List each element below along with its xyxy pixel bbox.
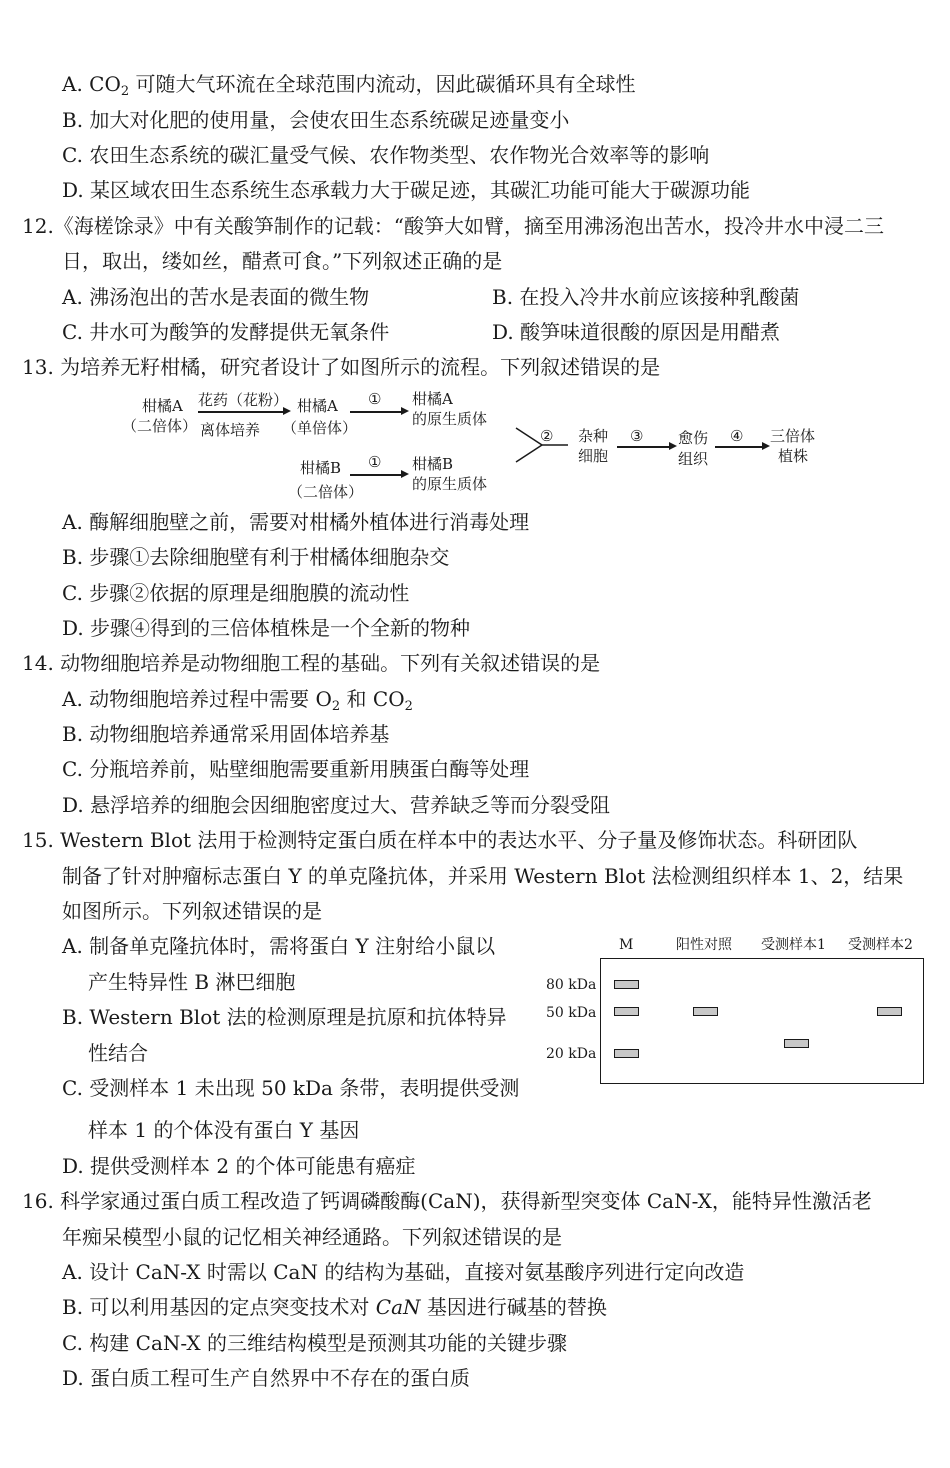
triploid-line1: 三倍体 [770,427,816,445]
q16-stem-line1: 16. 科学家通过蛋白质工程改造了钙调磷酸酶(CaN)，获得新型突变体 CaN-X，能特异性激活老 [22,1189,872,1213]
arrow-step4-head [762,442,770,450]
q12-option-c: C. 井水可为酸笋的发酵提供无氧条件 [62,320,390,344]
q16-option-b-text: B. 可以利用基因的定点突变技术对 [62,1295,376,1319]
q16-option-a: A. 设计 CaN-X 时需以 CaN 的结构为基础，直接对氨基酸序列进行定向改造 [62,1260,745,1284]
q16-option-d: D. 蛋白质工程可生产自然界中不存在的蛋白质 [62,1366,471,1390]
proto-b-line2: 的原生质体 [412,475,488,493]
q13-stem: 13. 为培养无籽柑橘，研究者设计了如图所示的流程。下列叙述错误的是 [22,355,661,379]
q15-option-a-line1: A. 制备单克隆抗体时，需将蛋白 Y 注射给小鼠以 [62,934,496,958]
band-sample-1 [784,1039,809,1048]
q11-option-b: B. 加大对化肥的使用量，会使农田生态系统碳足迹量变小 [62,108,570,132]
q15-option-c-line2: 样本 1 的个体没有蛋白 Y 基因 [88,1118,360,1142]
lane-label-positive-control: 阳性对照 [676,937,732,953]
marker-label-80: 80 kDa [546,977,597,993]
q14-option-a-sub1: 2 [331,699,341,714]
citrus-a-haploid-label: 柑橘A [297,397,338,415]
band-positive-control [693,1007,718,1016]
q15-stem-line1: 15. Western Blot 法用于检测特定蛋白质在样本中的表达水平、分子量及修饰状态。科研团队 [22,828,858,852]
proto-a-line1: 柑橘A [412,390,453,408]
q11-option-a-text: A. CO [62,72,121,96]
step-3: ③ [630,427,644,445]
arrow-step3 [617,446,670,448]
q14-option-b: B. 动物细胞培养通常采用固体培养基 [62,722,390,746]
q15-option-a-line2: 产生特异性 B 淋巴细胞 [88,970,296,994]
arrow-step1-a [350,411,402,413]
q15-option-c-line1: C. 受测样本 1 未出现 50 kDa 条带，表明提供受测 [62,1076,520,1100]
q14-option-c: C. 分瓶培养前，贴壁细胞需要重新用胰蛋白酶等处理 [62,757,530,781]
q12-option-a: A. 沸汤泡出的苦水是表面的微生物 [62,285,370,309]
q15-option-b-line1: B. Western Blot 法的检测原理是抗原和抗体特异 [62,1005,507,1029]
q14-option-a-text: A. 动物细胞培养过程中需要 O [62,687,332,711]
arrow-step1-b-head [401,470,409,478]
step-1-a: ① [368,390,382,408]
q16-option-b-gene: CaN [375,1295,421,1319]
lane-label-sample-2: 受测样本2 [848,937,913,953]
callus-line2: 组织 [678,450,709,468]
step-4: ④ [730,427,744,445]
q12-stem-line2: 日，取出，缕如丝，醋煮可食。”下列叙述正确的是 [62,249,503,273]
lane-label-m: M [619,937,634,953]
lane-label-sample-1: 受测样本1 [761,937,826,953]
q12-stem-line1: 12.《海槎馀录》中有关酸笋制作的记载：“酸笋大如臂，摘至用沸汤泡出苦水，投冷井水中浸二三 [22,214,885,238]
q13-option-b: B. 步骤①去除细胞壁有利于柑橘体细胞杂交 [62,545,450,569]
arrow-step1-b [350,474,402,476]
arrow-step3-head [669,442,677,450]
q12-option-b: B. 在投入冷井水前应该接种乳酸菌 [492,285,800,309]
q13-option-d: D. 步骤④得到的三倍体植株是一个全新的物种 [62,616,471,640]
q14-stem: 14. 动物细胞培养是动物细胞工程的基础。下列有关叙述错误的是 [22,651,601,675]
q13-option-c: C. 步骤②依据的原理是细胞膜的流动性 [62,581,410,605]
haploid-label: （单倍体） [282,419,358,437]
triploid-line2: 植株 [778,447,809,465]
marker-label-20: 20 kDa [546,1046,597,1062]
q11-option-a-rest: 可随大气环流在全球范围内流动，因此碳循环具有全球性 [129,72,636,96]
q16-stem-line2: 年痴呆模型小鼠的记忆相关神经通路。下列叙述错误的是 [62,1225,562,1249]
proto-a-line2: 的原生质体 [412,410,488,428]
q13-option-a: A. 酶解细胞壁之前，需要对柑橘外植体进行消毒处理 [62,510,530,534]
arrow-step4 [715,446,763,448]
q16-option-b-rest: 基因进行碱基的替换 [420,1295,607,1319]
arrow-anther [198,411,284,413]
arrow-step1-a-head [401,407,409,415]
proto-b-line1: 柑橘B [412,455,454,473]
q16-option-c: C. 构建 CaN-X 的三维结构模型是预测其功能的关键步骤 [62,1331,568,1355]
q11-option-a [62,70,636,106]
q12-option-d: D. 酸笋味道很酸的原因是用醋煮 [492,320,781,344]
q11-option-d: D. 某区域农田生态系统生态承载力大于碳足迹，其碳汇功能可能大于碳源功能 [62,178,751,202]
hybrid-line1: 杂种 [578,427,609,445]
q15-stem-line2: 制备了针对肿瘤标志蛋白 Y 的单克隆抗体，并采用 Western Blot 法检测组织样本 1、2，结果 [62,864,904,888]
q14-option-a-mid: 和 CO [340,687,405,711]
q11-option-c: C. 农田生态系统的碳汇量受气候、农作物类型、农作物光合效率等的影响 [62,143,710,167]
citrus-a-label: 柑橘A [142,397,183,415]
citrus-b-ploidy: （二倍体） [288,483,364,501]
q11-option-a-subscript: 2 [120,84,130,99]
hybrid-line2: 细胞 [578,447,609,465]
citrus-a-ploidy: （二倍体） [122,417,198,435]
culture-label: 离体培养 [200,421,261,439]
q14-option-d: D. 悬浮培养的细胞会因细胞密度过大、营养缺乏等而分裂受阻 [62,793,611,817]
anther-label: 花药（花粉） [198,391,289,409]
callus-line1: 愈伤 [678,429,709,447]
q14-option-a-sub2: 2 [404,699,413,714]
q16-option-b [62,1293,607,1321]
q15-stem-line3: 如图所示。下列叙述错误的是 [62,899,322,923]
band-sample-2 [877,1007,902,1016]
band-marker-80 [614,980,639,989]
gel-membrane [600,958,924,1084]
band-marker-20 [614,1049,639,1058]
step-1-b: ① [368,453,382,471]
q15-option-b-line2: 性结合 [88,1041,148,1065]
q15-option-d: D. 提供受测样本 2 的个体可能患有癌症 [62,1154,416,1178]
step-2: ② [540,427,554,445]
arrow-anther-head [283,407,291,415]
band-marker-50 [614,1007,639,1016]
citrus-b-label: 柑橘B [300,459,342,477]
marker-label-50: 50 kDa [546,1005,597,1021]
q14-option-a [62,685,413,721]
